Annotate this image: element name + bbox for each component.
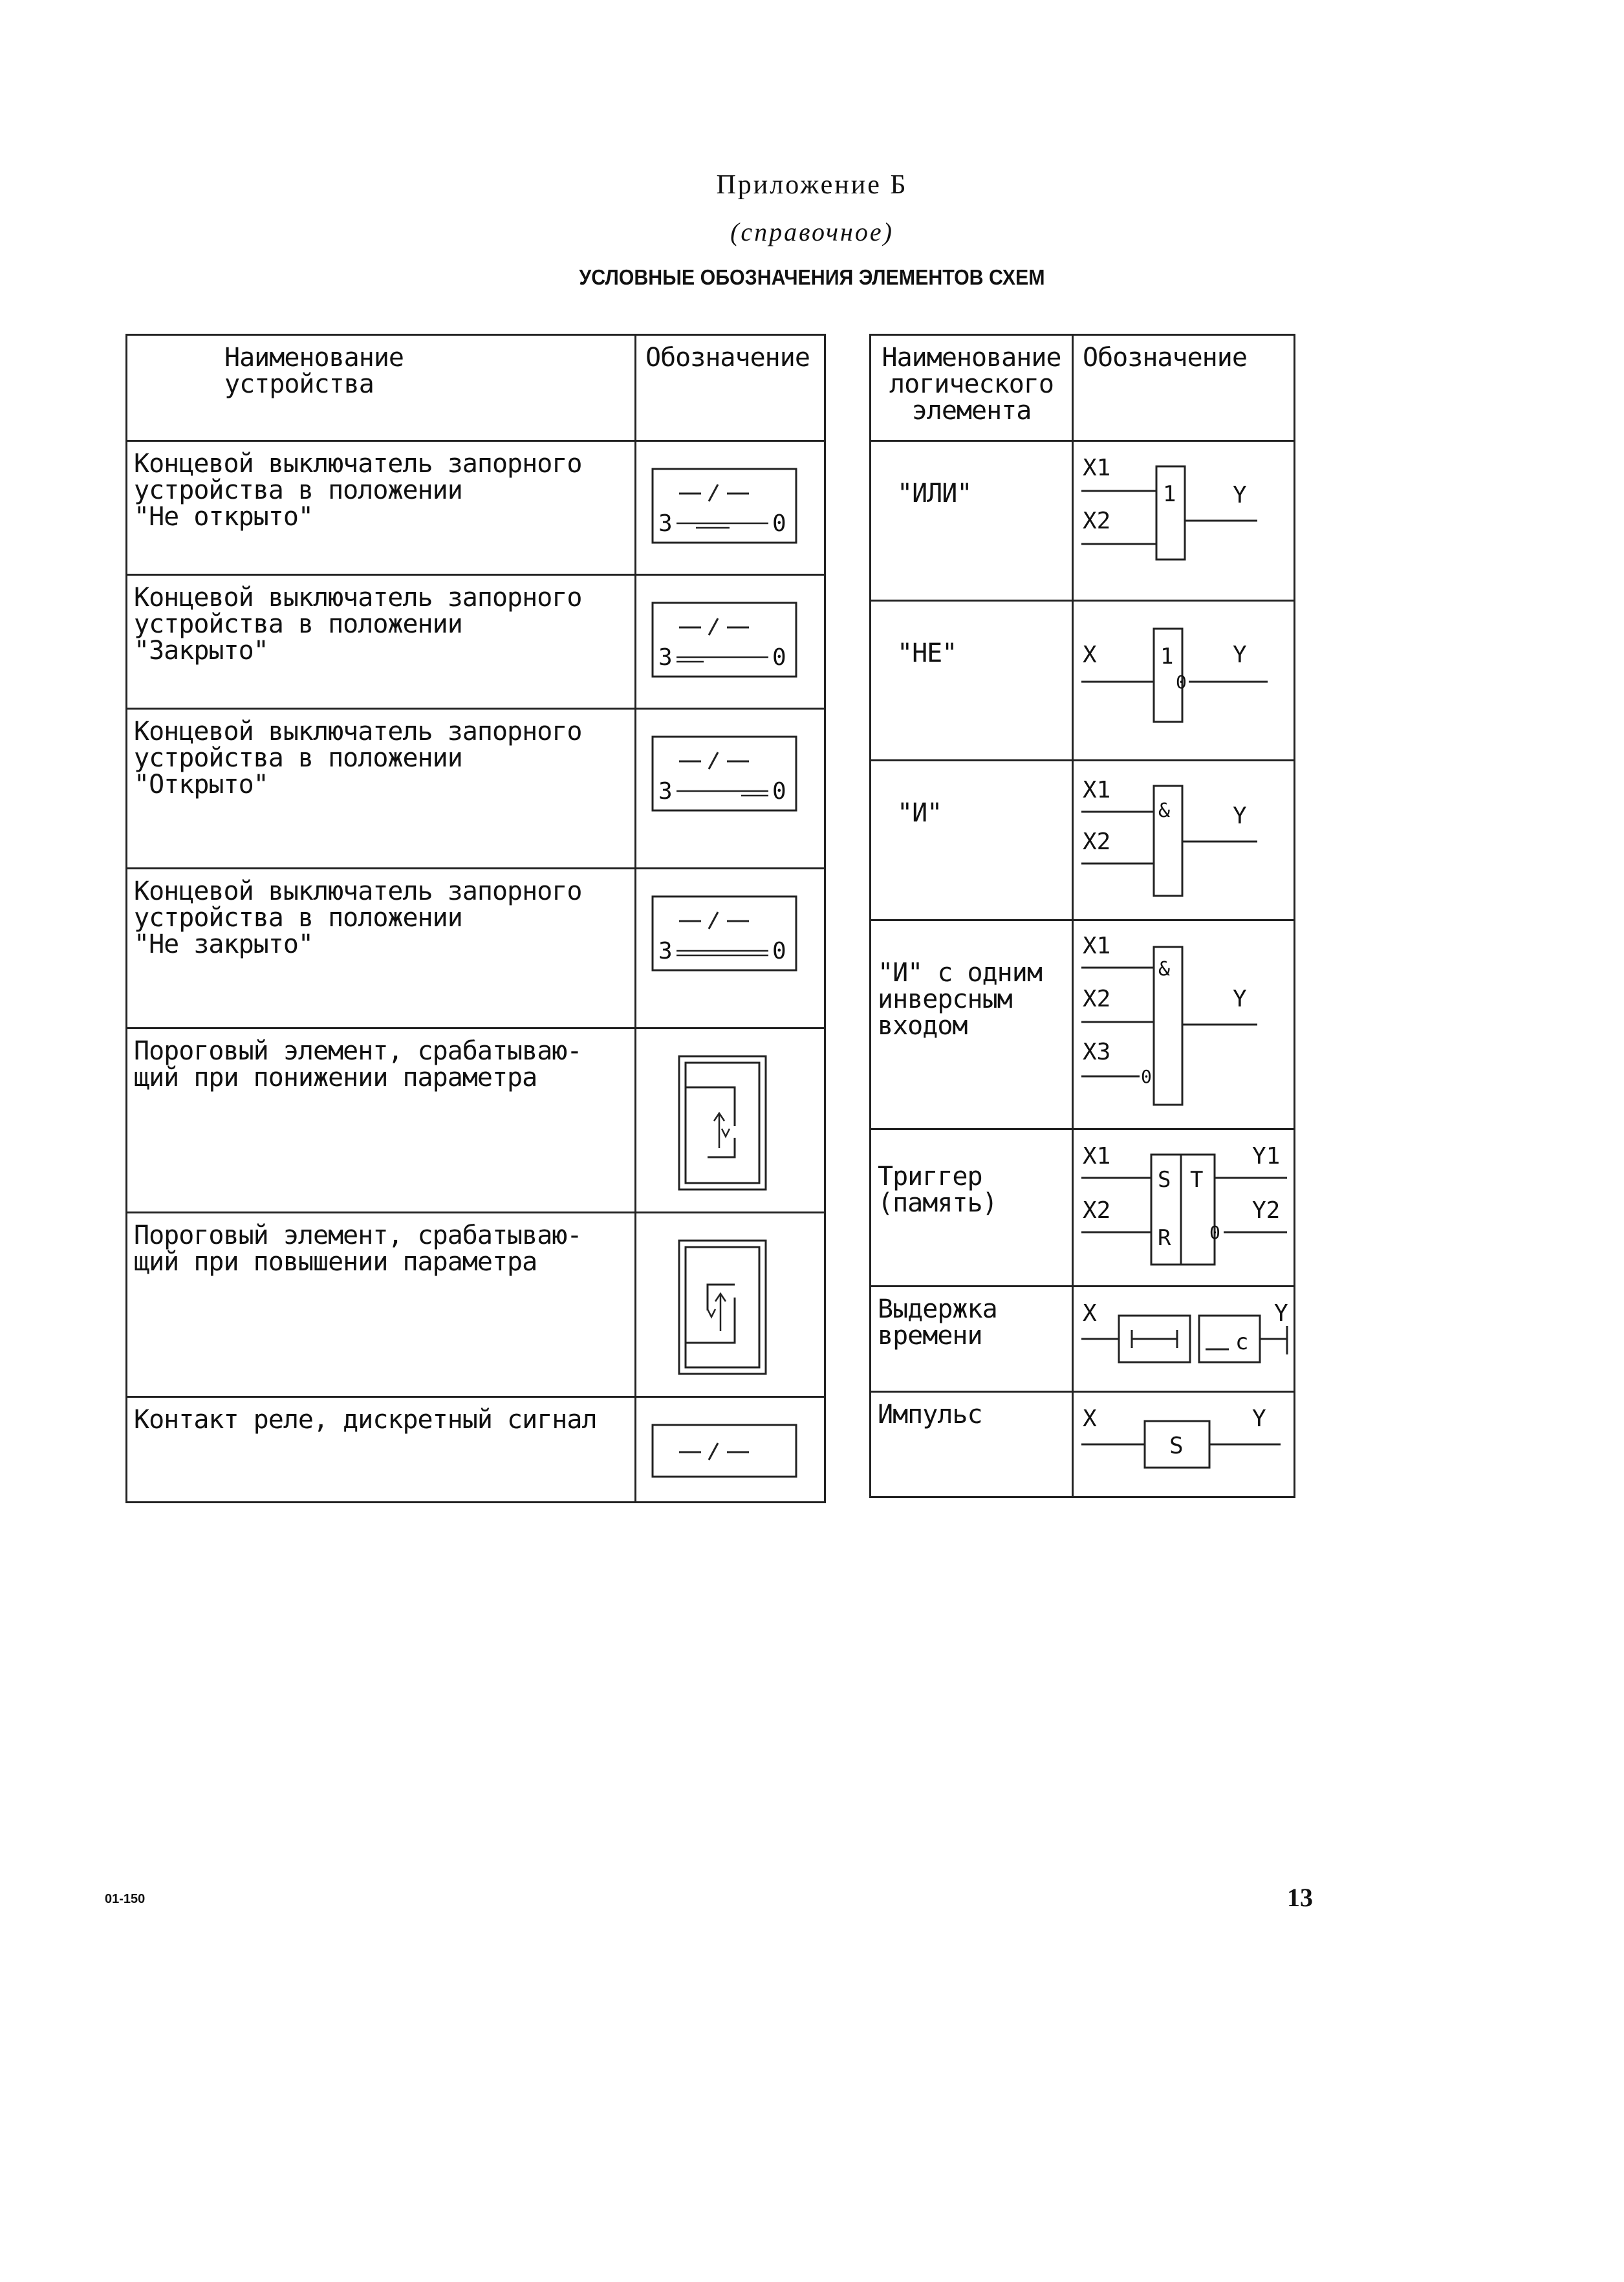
svg-text:X1: X1	[1083, 455, 1111, 481]
svg-text:0: 0	[1141, 1066, 1152, 1087]
svg-text:3: 3	[658, 644, 673, 671]
svg-text:X2: X2	[1083, 1197, 1111, 1224]
right-header-name-cell	[871, 335, 1073, 441]
svg-text:X: X	[1083, 642, 1097, 668]
table-row	[127, 1397, 825, 1503]
logic-element-name: Выдержка времени	[878, 1294, 997, 1351]
svg-text:Y: Y	[1233, 482, 1247, 508]
device-name: Концевой выключатель запорного устройства в положении "Закрыто"	[134, 583, 582, 666]
pulse-icon	[1074, 1393, 1295, 1496]
svg-text:X1: X1	[1083, 1143, 1111, 1169]
logic-element-name: "И" с одним инверсным входом	[878, 958, 1042, 1041]
document-code: 01-150	[105, 1892, 146, 1906]
trigger-icon	[1074, 1130, 1295, 1285]
logic-symbols-table	[869, 334, 1295, 1498]
svg-text:S: S	[1158, 1167, 1171, 1193]
table-row	[871, 601, 1295, 761]
table-row	[871, 920, 1295, 1129]
device-name: Пороговый элемент, срабатываю- щий при повышении параметра	[134, 1221, 582, 1277]
svg-text:0: 0	[772, 778, 786, 805]
column-header-symbol: Обозначение	[645, 343, 810, 373]
svg-text:Y1: Y1	[1252, 1143, 1281, 1169]
svg-text:0: 0	[772, 938, 786, 964]
right-header-symbol-cell	[1073, 335, 1295, 441]
limit-switch-not-open-icon	[636, 442, 825, 574]
or-gate-icon	[1074, 442, 1295, 600]
device-name: Пороговый элемент, срабатываю- щий при понижении параметра	[134, 1036, 582, 1092]
table-row	[871, 1129, 1295, 1287]
table-row	[871, 1287, 1295, 1392]
table-row	[127, 575, 825, 709]
time-delay-icon	[1074, 1287, 1295, 1391]
svg-text:0: 0	[1209, 1222, 1220, 1243]
svg-text:0: 0	[772, 510, 786, 537]
svg-text:S: S	[1169, 1433, 1184, 1459]
svg-text:Y: Y	[1233, 642, 1247, 668]
threshold-increase-icon	[636, 1213, 825, 1396]
limit-switch-not-closed-icon	[636, 869, 825, 1027]
table-row	[871, 1392, 1295, 1497]
and-gate-icon	[1074, 761, 1295, 919]
svg-text:Y2: Y2	[1252, 1197, 1281, 1224]
svg-text:Y: Y	[1252, 1406, 1266, 1432]
limit-switch-open-icon	[636, 710, 825, 867]
logic-element-name: "И"	[897, 798, 942, 828]
device-name: Концевой выключатель запорного устройства в положении "Не открыто"	[134, 449, 582, 532]
threshold-decrease-icon	[636, 1029, 825, 1212]
svg-text:X2: X2	[1083, 508, 1111, 534]
table-row	[127, 441, 825, 575]
svg-text:0: 0	[772, 644, 786, 671]
table-row	[127, 709, 825, 869]
svg-text:1: 1	[1163, 481, 1176, 507]
table-row	[871, 441, 1295, 601]
logic-element-name: Импульс	[878, 1400, 982, 1429]
svg-text:R: R	[1158, 1225, 1171, 1251]
table-row	[127, 1028, 825, 1213]
limit-switch-closed-icon	[636, 576, 825, 708]
device-name: Концевой выключатель запорного устройства в положении "Не закрыто"	[134, 876, 582, 959]
svg-text:X1: X1	[1083, 777, 1111, 803]
svg-text:X2: X2	[1083, 829, 1111, 855]
column-header-device-name: Наименование устройства	[224, 343, 404, 399]
svg-text:&: &	[1158, 958, 1171, 981]
column-header-logic-name: Наименование логического элемента	[882, 343, 1061, 426]
and-inverted-input-icon	[1074, 921, 1295, 1128]
svg-text:3: 3	[658, 510, 673, 537]
logic-element-name: "НЕ"	[897, 638, 957, 668]
svg-text:3: 3	[658, 778, 673, 805]
column-header-logic-symbol: Обозначение	[1083, 343, 1247, 373]
relay-contact-icon	[636, 1398, 825, 1501]
table-row	[127, 1213, 825, 1397]
svg-text:&: &	[1158, 799, 1171, 822]
device-name: Контакт реле, дискретный сигнал	[134, 1405, 597, 1435]
left-header-symbol-cell	[636, 335, 825, 441]
device-symbols-table	[125, 334, 826, 1503]
svg-text:Y: Y	[1233, 803, 1247, 829]
appendix-title: Приложение Б	[716, 170, 908, 200]
page-number: 13	[1287, 1883, 1313, 1912]
svg-text:Y: Y	[1233, 986, 1247, 1012]
svg-text:T: T	[1190, 1167, 1204, 1193]
svg-text:X: X	[1083, 1300, 1097, 1327]
svg-text:X: X	[1083, 1406, 1097, 1432]
left-header-name-cell	[127, 335, 636, 441]
table-row	[871, 761, 1295, 920]
logic-element-name: Триггер (память)	[878, 1162, 997, 1218]
svg-text:X1: X1	[1083, 933, 1111, 959]
svg-text:c: c	[1235, 1329, 1249, 1355]
page-heading: УСЛОВНЫЕ ОБОЗНАЧЕНИЯ ЭЛЕМЕНТОВ СХЕМ	[579, 265, 1045, 289]
svg-text:3: 3	[658, 938, 673, 964]
svg-text:1: 1	[1160, 644, 1174, 669]
svg-text:X3: X3	[1083, 1039, 1111, 1065]
svg-text:0: 0	[1176, 671, 1187, 693]
table-row	[127, 869, 825, 1028]
logic-element-name: "ИЛИ"	[897, 479, 972, 508]
appendix-subtitle: (справочное)	[730, 217, 894, 246]
device-name: Концевой выключатель запорного устройства в положении "Открыто"	[134, 717, 582, 799]
svg-text:X2: X2	[1083, 986, 1111, 1012]
not-gate-icon	[1074, 602, 1295, 759]
svg-text:Y: Y	[1274, 1300, 1288, 1327]
